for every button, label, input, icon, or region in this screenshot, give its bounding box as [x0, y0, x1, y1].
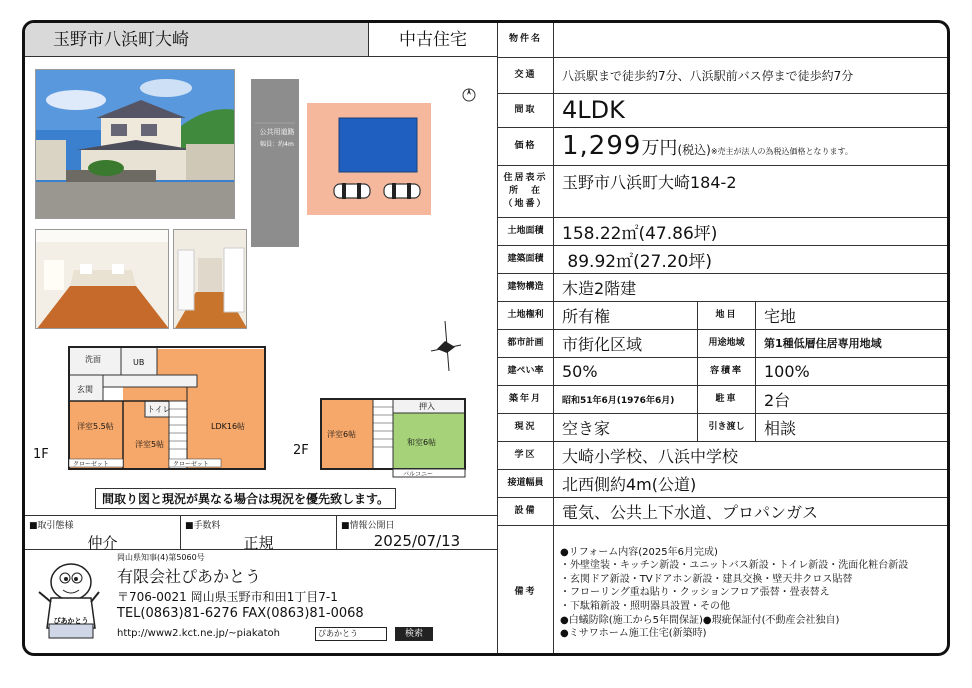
compass-icon: [429, 317, 463, 373]
row-transport: [498, 57, 951, 93]
mascot-label: ぴあかとう: [53, 617, 89, 625]
price-unit: 万円: [641, 138, 678, 159]
trade-type: ■取引態様 仲介: [25, 516, 181, 550]
remark-line: ・外壁塗装・キッチン新設・ユニットバス新設・トイレ新設・洗面化粧台新設: [560, 560, 909, 572]
row-land-area: [498, 217, 951, 245]
company-phone: TEL(0863)81-6276 FAX(0863)81-0068: [117, 606, 364, 621]
row-coverage: [498, 357, 951, 385]
floorplan-note: 間取り図と現況が異なる場合は現況を優先致します。: [95, 488, 396, 509]
mascot-logo: [35, 558, 105, 650]
row-address: [498, 165, 951, 217]
value-price: [554, 127, 951, 165]
label-address: 住居表示 所 在 （地番）: [498, 165, 554, 217]
value-transport: 八浜駅まで徒歩約7分、八浜駅前バス停まで徒歩約7分: [554, 57, 951, 93]
value-school: 大崎小学校、八浜中学校: [554, 441, 951, 469]
row-land-rights: [498, 301, 951, 329]
flyer: [22, 20, 950, 656]
label-building-area: 建築面積: [498, 245, 554, 273]
page-title: 玉野市八浜町大崎: [25, 23, 369, 57]
value-built: 昭和51年6月(1976年6月): [554, 385, 698, 413]
row-school: [498, 441, 951, 469]
room-label: 押入: [419, 402, 435, 411]
value-floor-ratio: 100%: [756, 357, 951, 385]
property-type: 中古住宅: [369, 23, 497, 57]
info-company-block: [25, 515, 497, 656]
row-structure: [498, 273, 951, 301]
room-label: トイレ: [147, 405, 171, 414]
row-road: [498, 469, 951, 497]
row-layout: [498, 93, 951, 127]
road-label: 公共用道路: [259, 128, 295, 136]
exterior-photo: [35, 69, 235, 219]
price-amount: 1,299: [562, 131, 642, 161]
value-land-rights: 所有権: [554, 301, 698, 329]
value-name: [554, 23, 951, 57]
fee: ■手数料 正規: [181, 516, 337, 550]
label-parking: 駐車: [698, 385, 756, 413]
label-handover: 引き渡し: [698, 413, 756, 441]
label-status: 現況: [498, 413, 554, 441]
floor-label-2f: 2F: [293, 443, 309, 458]
floorplan-2f: [291, 395, 491, 481]
value-structure: 木造2階建: [554, 273, 951, 301]
search-button[interactable]: 検索: [395, 627, 433, 641]
search-term-box[interactable]: ぴあかとう: [315, 627, 387, 641]
label-layout: 間取: [498, 93, 554, 127]
row-status: [498, 413, 951, 441]
remark-line: ●リフォーム内容(2025年6月完成): [560, 546, 718, 558]
value-land-category: 宅地: [756, 301, 951, 329]
value-status: 空き家: [554, 413, 698, 441]
value-address: 玉野市八浜町大崎184-2: [554, 165, 951, 217]
label-built: 築年月: [498, 385, 554, 413]
company-info: [25, 550, 497, 656]
label-road: 接道幅員: [498, 469, 554, 497]
value-coverage: 50%: [554, 357, 698, 385]
license-number: 岡山県知事(4)第5060号: [117, 553, 205, 562]
label-price: 価格: [498, 127, 554, 165]
price-tax: (税込): [677, 143, 711, 157]
value-layout: 4LDK: [554, 93, 951, 127]
value-land-area: 158.22㎡(47.86坪): [554, 217, 951, 245]
row-facilities: [498, 497, 951, 525]
room-label: クローゼット: [173, 461, 209, 468]
property-table: [497, 23, 950, 656]
site-plan: [247, 73, 483, 249]
label-facilities: 設備: [498, 497, 554, 525]
remark-line: ●ミサワホーム施工住宅(新築時): [560, 628, 707, 640]
remark-line: ・下駄箱新設・照明器具設置・その他: [560, 601, 730, 613]
label-city-plan: 都市計画: [498, 329, 554, 357]
value-facilities: 電気、公共上下水道、プロパンガス: [554, 497, 951, 525]
room-label: 和室6帖: [407, 438, 437, 447]
price-note: ※売主が法人の為税込価格となります。: [710, 147, 853, 156]
company-url[interactable]: http://www2.kct.ne.jp/~piakatoh: [117, 628, 281, 639]
value-remarks: [554, 525, 951, 656]
label-remarks: 備考: [498, 525, 554, 656]
value-parking: 2台: [756, 385, 951, 413]
floor-label-1f: 1F: [33, 447, 49, 462]
room-label: 洗面: [85, 355, 101, 364]
room-label: 洋室6帖: [327, 430, 357, 439]
room-label: 洋室5帖: [135, 440, 165, 449]
company-name: 有限会社ぴあかとう: [117, 567, 262, 586]
row-city-plan: [498, 329, 951, 357]
publish-date: ■情報公開日 2025/07/13: [337, 516, 497, 550]
room-label: 玄関: [77, 385, 93, 394]
remark-line: ●白蟻防除(施工から5年間保証)●瑕疵保証付(不動産会社独自): [560, 614, 840, 626]
label-school: 学区: [498, 441, 554, 469]
interior-photo-ldk: [35, 229, 169, 329]
label-coverage: 建ぺい率: [498, 357, 554, 385]
row-built: [498, 385, 951, 413]
room-label: LDK16帖: [211, 422, 246, 431]
row-building-area: [498, 245, 951, 273]
label-transport: 交通: [498, 57, 554, 93]
label-floor-ratio: 容積率: [698, 357, 756, 385]
row-remarks: [498, 525, 951, 656]
interior-photo-hall: [173, 229, 247, 329]
label-structure: 建物構造: [498, 273, 554, 301]
label-land-category: 地目: [698, 301, 756, 329]
remark-line: ・フローリング重ね貼り・クッションフロア張替・畳表替え: [560, 587, 830, 599]
floorplan-1f: [31, 341, 281, 477]
room-label: バルコニー: [403, 471, 434, 478]
label-land-rights: 土地権利: [498, 301, 554, 329]
company-address: 〒706-0021 岡山県玉野市和田1丁目7-1: [117, 590, 338, 604]
value-road: 北西側約4m(公道): [554, 469, 951, 497]
label-land-area: 土地面積: [498, 217, 554, 245]
room-label: UB: [133, 358, 145, 367]
value-handover: 相談: [756, 413, 951, 441]
road-width: 幅員：約4m: [260, 141, 294, 148]
value-city-plan: 市街化区域: [554, 329, 698, 357]
room-label: クローゼット: [73, 461, 109, 468]
row-price: [498, 127, 951, 165]
remark-line: ・玄関ドア新設・TVドアホン新設・建具交換・壁天井クロス貼替: [560, 573, 853, 585]
room-label: 洋室5.5帖: [77, 422, 114, 431]
row-name: [498, 23, 951, 57]
label-name: 物件名: [498, 23, 554, 57]
value-zoning: 第1種低層住居専用地域: [756, 329, 951, 357]
label-zoning: 用途地域: [698, 329, 756, 357]
value-building-area: 89.92㎡(27.20坪): [554, 245, 951, 273]
